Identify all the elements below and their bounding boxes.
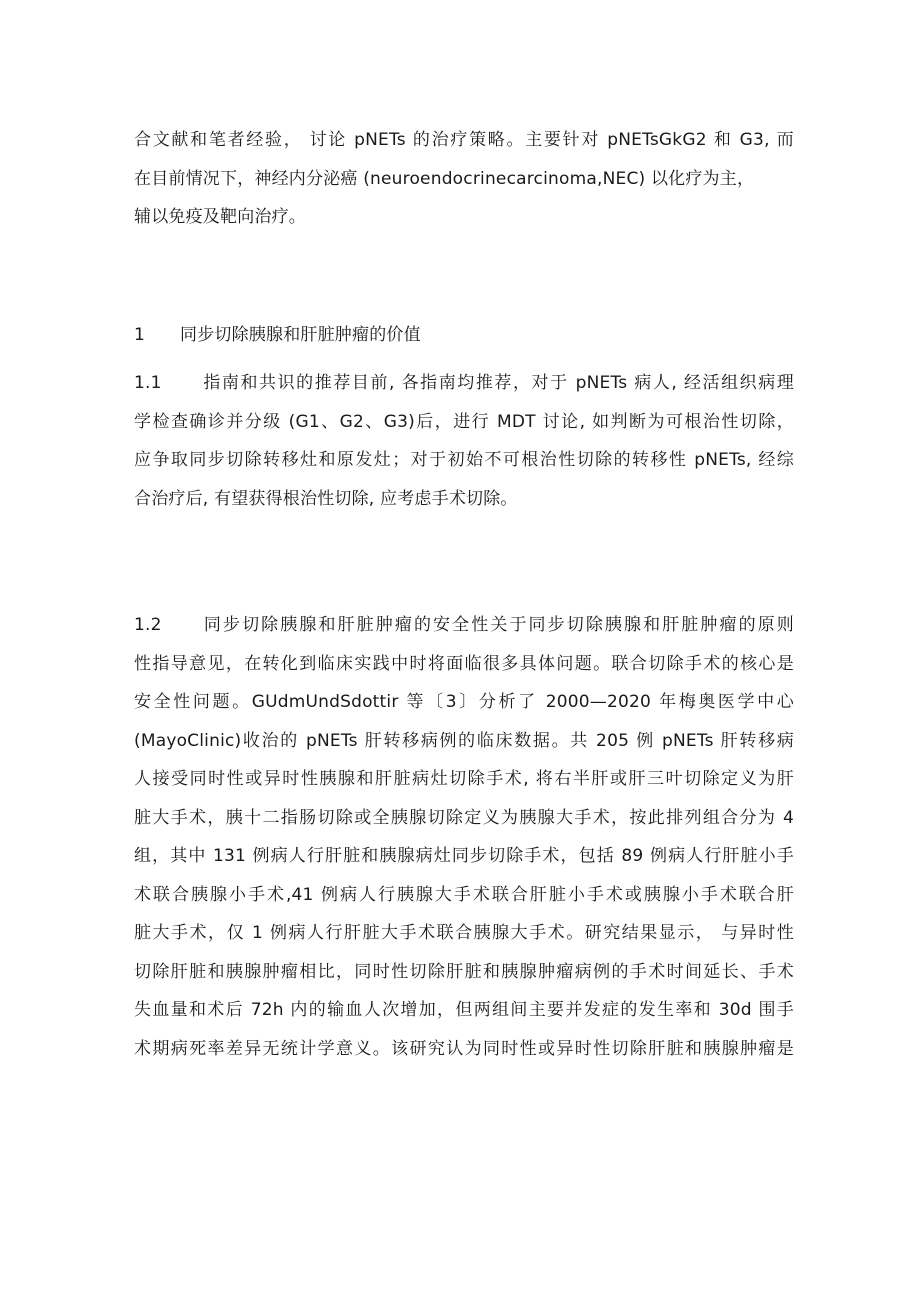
paragraph-line: 脏大手术，仅 1 例病人行肝脏大手术联合胰腺大手术。研究结果显示， 与异时性 <box>134 923 794 943</box>
paragraph-line: 术联合胰腺小手术,41 例病人行胰腺大手术联合肝脏小手术或胰腺小手术联合肝 <box>134 884 794 905</box>
section-number: 1 <box>134 325 146 345</box>
section-number: 1.2 <box>134 615 162 635</box>
paragraph-line: 在目前情况下，神经内分泌癌 (neuroendocrinecarcinoma,NEC) 以化疗为主， <box>134 168 755 189</box>
paragraph-line: 脏大手术，胰十二指肠切除或全胰腺切除定义为胰腺大手术，按此排列组合分为 4 <box>134 807 794 828</box>
intro-paragraph <box>134 121 794 237</box>
paragraph-line: 人接受同时性或异时性胰腺和肝脏病灶切除手术, 将右半肝或肝三叶切除定义为肝 <box>134 769 794 789</box>
section-1-1-paragraph <box>134 364 794 518</box>
paragraph-line: 组，其中 131 例病人行肝脏和胰腺病灶同步切除手术，包括 89 例病人行肝脏小手 <box>134 846 794 866</box>
paragraph-line: 切除肝脏和胰腺肿瘤相比，同时性切除肝脏和胰腺肿瘤病例的手术时间延长、手术 <box>134 961 794 982</box>
paragraph-line: 同步切除胰腺和肝脏肿瘤的安全性关于同步切除胰腺和肝脏肿瘤的原则 <box>202 615 794 635</box>
paragraph-line: (MayoClinic)收治的 pNETs 肝转移病例的临床数据。共 205 例 pNETs 肝转移病 <box>134 730 794 751</box>
paragraph-line: 合治疗后, 有望获得根治性切除, 应考虑手术切除。 <box>134 488 518 509</box>
paragraph-line: 安全性问题。GUdmUndSdottir 等〔3〕分析了 2000—2020 年梅奥医学中心 <box>134 692 794 712</box>
section-number: 1.1 <box>134 373 162 393</box>
paragraph-line: 学检查确诊并分级 (G1、G2、G3)后，进行 MDT 讨论, 如判断为可根治性切除， <box>134 411 794 432</box>
paragraph-line: 应争取同步切除转移灶和原发灶；对于初始不可根治性切除的转移性 pNETs, 经综 <box>134 450 794 470</box>
section-1-heading <box>134 316 794 355</box>
paragraph-line: 指南和共识的推荐目前, 各指南均推荐，对于 pNETs 病人, 经活组织病理 <box>202 373 794 393</box>
section-1-2-paragraph <box>134 606 794 1068</box>
paragraph-line: 失血量和术后 72h 内的输血人次增加，但两组间主要并发症的发生率和 30d 围手 <box>134 1000 794 1020</box>
paragraph-line: 辅以免疫及靶向治疗。 <box>134 207 306 227</box>
paragraph-line: 性指导意见，在转化到临床实践中时将面临很多具体问题。联合切除手术的核心是 <box>134 653 794 674</box>
paragraph-line: 合文献和笔者经验， 讨论 pNETs 的治疗策略。主要针对 pNETsGkG2 和 G3, 而 <box>134 130 794 150</box>
paragraph-line: 术期病死率差异无统计学意义。该研究认为同时性或异时性切除肝脏和胰腺肿瘤是 <box>134 1038 794 1059</box>
section-title: 同步切除胰腺和肝脏肿瘤的价值 <box>180 325 421 345</box>
